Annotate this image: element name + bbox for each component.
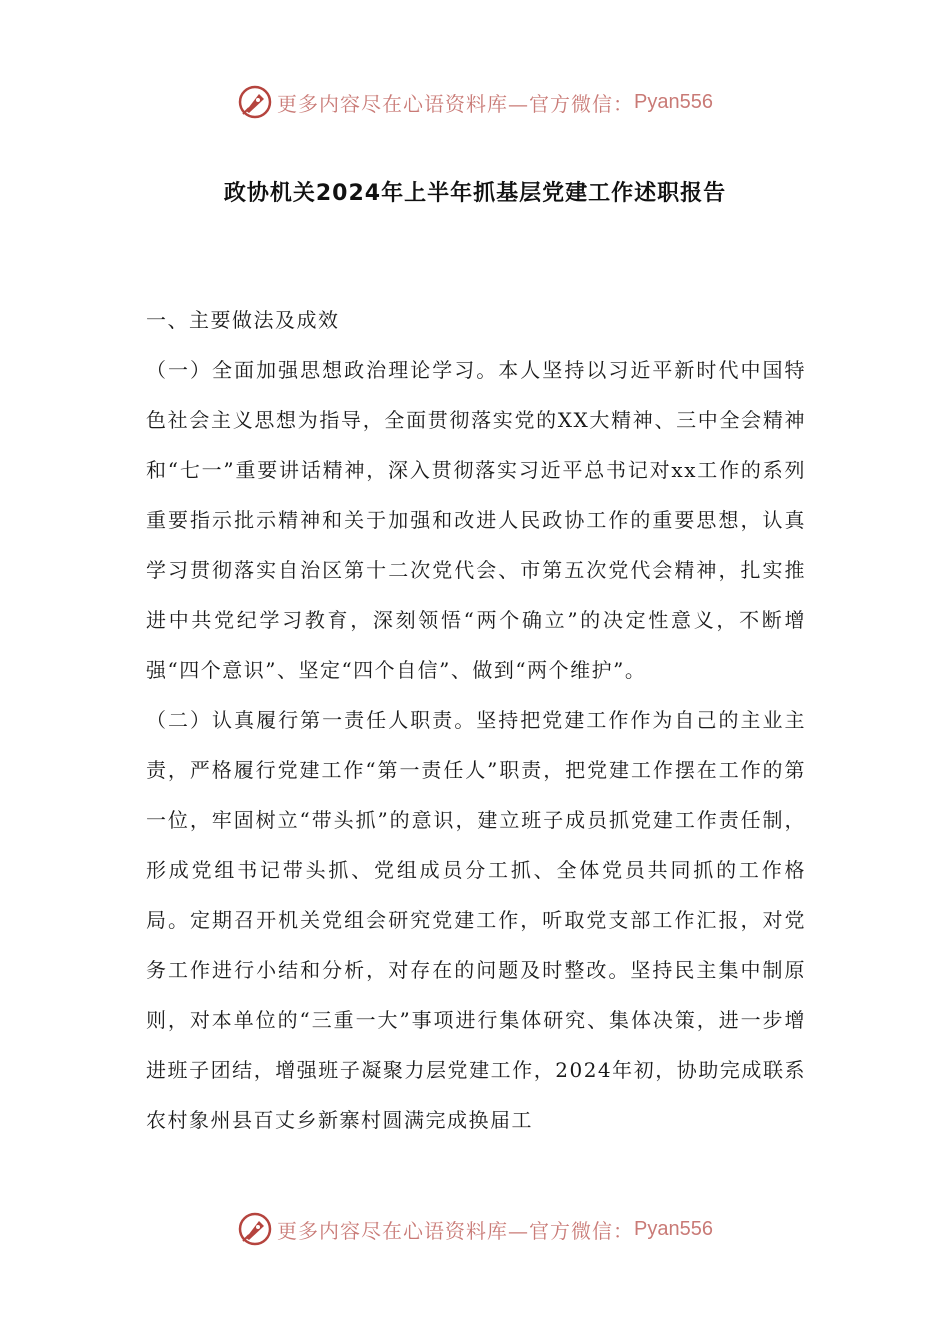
paragraph-1: （一）全面加强思想政治理论学习。本人坚持以习近平新时代中国特色社会主义思想为指导，全面贯彻落实党的XX大精神、三中全会精神和“七一”重要讲话精神，深入贯彻落实习近平总书记对xx工作的系列重要指示批示精神和关于加强和改进人民政协工作的重要思想，认真学习贯彻落实自治区第十二次党代会、市第五次党代会精神，扎实推进中共党纪学习教育，深刻领悟“两个确立”的决定性意义，不断增强“四个意识”、坚定“四个自信”、做到“两个维护”。 (146, 358, 806, 682)
document-body (146, 295, 806, 1145)
pen-nib-circle-icon (237, 1211, 273, 1247)
watermark-text: 更多内容尽在心语资料库—官方微信： (277, 1218, 635, 1243)
watermark-text: 更多内容尽在心语资料库—官方微信： (277, 91, 635, 116)
document-title: 政协机关2024年上半年抓基层党建工作述职报告 (223, 181, 727, 206)
watermark-handle: Pyan556 (634, 1217, 713, 1240)
watermark-banner-top (0, 82, 950, 122)
paragraph-2: （二）认真履行第一责任人职责。坚持把党建工作作为自己的主业主责，严格履行党建工作“第一责任人”职责，把党建工作摆在工作的第一位，牢固树立“带头抓”的意识，建立班子成员抓党建工作责任制，形成党组书记带头抓、党组成员分工抓、全体党员共同抓的工作格局。定期召开机关党组会研究党建工作，听取党支部工作汇报，对党务工作进行小结和分析，对存在的问题及时整改。坚持民主集中制原则，对本单位的“三重一大”事项进行集体研究、集体决策，进一步增进班子团结，增强班子凝聚力层党建工作，2024年初，协助完成联系农村象州县百丈乡新寨村圆满完成换届工 (146, 708, 806, 1132)
section-heading: 一、主要做法及成效 (146, 308, 340, 332)
watermark-handle: Pyan556 (634, 90, 713, 113)
pen-nib-circle-icon (237, 84, 273, 120)
watermark-banner-bottom (0, 1209, 950, 1249)
